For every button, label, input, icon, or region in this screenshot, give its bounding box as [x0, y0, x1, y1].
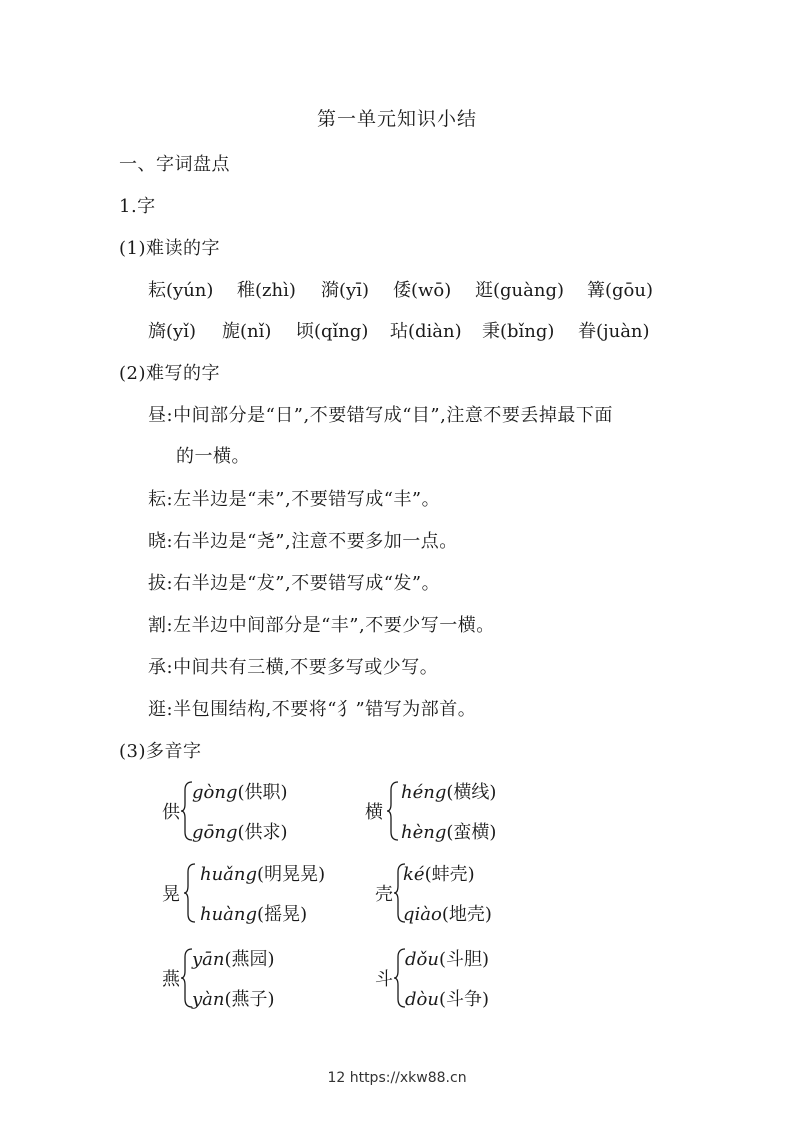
- reading-1: huǎng(明晃晃): [200, 864, 326, 885]
- brace-icon: [183, 862, 197, 924]
- part-heading-polyphones: (3)多音字: [119, 741, 202, 762]
- hard-read-item: 眷(juàn): [578, 321, 650, 342]
- hard-read-item: 漪(yī): [321, 280, 369, 301]
- hard-write-item-continued: 的一横。: [176, 446, 250, 467]
- reading-2: dòu(斗争): [405, 989, 489, 1010]
- polyphone-char: 横: [365, 802, 383, 823]
- polyphone-char: 壳: [375, 884, 393, 905]
- reading-1: héng(横线): [401, 782, 497, 803]
- hard-write-item: 承:中间共有三横,不要多写或少写。: [148, 657, 439, 678]
- hard-read-item: 倭(wō): [393, 280, 452, 301]
- hard-write-item: 拔:右半边是“犮”,不要错写成“发”。: [148, 573, 441, 594]
- reading-1: gòng(供职): [192, 782, 288, 803]
- hard-read-item: 篝(gōu): [587, 280, 653, 301]
- hard-write-item: 晓:右半边是“尧”,注意不要多加一点。: [148, 531, 458, 552]
- brace-icon: [386, 780, 400, 842]
- page-title: 第一单元知识小结: [316, 108, 477, 130]
- reading-1: ké(蚌壳): [403, 864, 475, 885]
- subsection-heading: 1.字: [119, 196, 156, 217]
- hard-write-item: 割:左半边中间部分是“丰”,不要少写一横。: [148, 615, 495, 636]
- reading-2: huàng(摇晃): [200, 904, 308, 925]
- polyphone-char: 晃: [162, 884, 180, 905]
- hard-read-item: 稚(zhì): [237, 280, 296, 301]
- polyphone-char: 供: [162, 802, 180, 823]
- hard-read-item: 秉(bǐng): [482, 321, 555, 342]
- hard-read-item: 玷(diàn): [390, 321, 462, 342]
- hard-read-item: 顷(qǐng): [296, 321, 369, 342]
- hard-write-item: 逛:半包围结构,不要将“犭”错写为部首。: [148, 699, 477, 720]
- hard-write-item: 昼:中间部分是“日”,不要错写成“目”,注意不要丢掉最下面: [148, 405, 613, 426]
- hard-read-item: 旎(nǐ): [222, 321, 272, 342]
- reading-1: yān(燕园): [192, 949, 275, 970]
- hard-read-item: 逛(guàng): [475, 280, 565, 301]
- section-heading: 一、字词盘点: [119, 154, 230, 175]
- part-heading-hard-write: (2)难写的字: [119, 363, 220, 384]
- reading-2: yàn(燕子): [192, 989, 275, 1010]
- reading-1: dǒu(斗胆): [405, 949, 489, 970]
- part-heading-hard-read: (1)难读的字: [119, 238, 220, 259]
- reading-2: hèng(蛮横): [401, 822, 497, 843]
- hard-read-item: 耘(yún): [148, 280, 214, 301]
- reading-2: gōng(供求): [192, 822, 288, 843]
- hard-read-item: 旖(yǐ): [148, 321, 196, 342]
- reading-2: qiào(地壳): [403, 904, 492, 925]
- hard-write-item: 耘:左半边是“耒”,不要错写成“丰”。: [148, 489, 441, 510]
- polyphone-char: 燕: [162, 969, 180, 990]
- page-footer: 12 https://xkw88.cn: [327, 1070, 467, 1086]
- polyphone-char: 斗: [375, 969, 393, 990]
